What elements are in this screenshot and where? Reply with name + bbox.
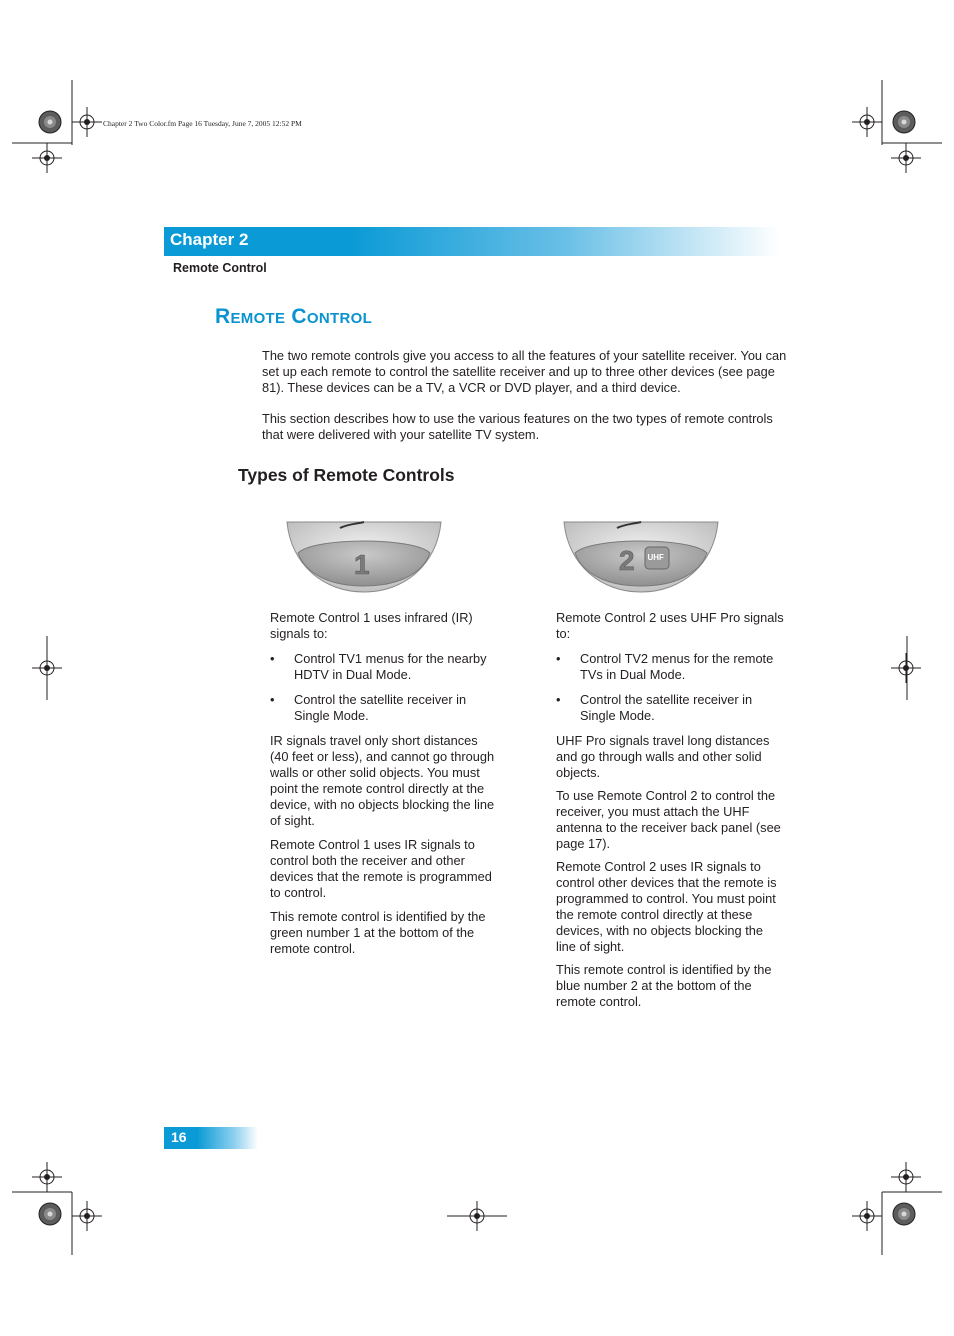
- registration-target-icon: [852, 107, 882, 137]
- remote-1-paragraph: IR signals travel only short distances (40 feet or less), and cannot go through walls or other solid objects. You must point the remote control directly at the device, with no objects blocking the line of sight.: [270, 733, 495, 828]
- remote-1-number: 1: [354, 549, 370, 580]
- remote-2-bullet-text: Control TV2 menus for the remote TVs in Dual Mode.: [580, 651, 774, 682]
- uhf-badge-label: UHF: [647, 553, 664, 562]
- remote-1-bullet-text: Control TV1 menus for the nearby HDTV in Dual Mode.: [294, 651, 487, 682]
- color-wheel-icon: [39, 1203, 61, 1225]
- remote-1-lead: Remote Control 1 uses infrared (IR) signals to:: [270, 610, 473, 641]
- page-title: Remote Control: [215, 305, 373, 328]
- bullet-glyph: •: [556, 651, 561, 666]
- registration-target-icon: [72, 107, 102, 137]
- print-job-info: Chapter 2 Two Color.fm Page 16 Tuesday, June 7, 2005 12:52 PM: [103, 119, 302, 128]
- intro-paragraph-2: This section describes how to use the various features on the two types of remote controls that were delivered with your satellite TV system.: [262, 411, 773, 442]
- registration-target-icon: [72, 1201, 102, 1231]
- chapter-label: Chapter 2: [170, 230, 249, 249]
- registration-target-icon: [32, 1162, 62, 1192]
- registration-target-icon: [32, 143, 62, 173]
- registration-target-icon: [891, 653, 921, 683]
- section-breadcrumb: Remote Control: [173, 261, 267, 275]
- bullet-glyph: •: [270, 651, 275, 666]
- registration-target-icon: [891, 1162, 921, 1192]
- registration-target-icon: [891, 143, 921, 173]
- color-wheel-icon: [893, 111, 915, 133]
- remote-2-paragraph: UHF Pro signals travel long distances and go through walls and other solid objects.: [556, 733, 770, 780]
- remote-2-bullet-text: Control the satellite receiver in Single Mode.: [580, 692, 753, 723]
- remote-2-paragraph: Remote Control 2 uses IR signals to control other devices that the remote is programmed to control. You must point the remote control directly at these devices, with no objects blocking the line of sight.: [556, 859, 777, 954]
- bullet-glyph: •: [556, 692, 561, 707]
- color-wheel-icon: [893, 1203, 915, 1225]
- registration-target-icon: [447, 1201, 507, 1231]
- section-subheading: Types of Remote Controls: [238, 465, 455, 485]
- remote-2-lead: Remote Control 2 uses UHF Pro signals to:: [556, 610, 784, 641]
- remote-2-paragraph: This remote control is identified by the blue number 2 at the bottom of the remote control.: [556, 962, 772, 1009]
- remote-1-paragraph: This remote control is identified by the green number 1 at the bottom of the remote control.: [270, 909, 486, 956]
- intro-paragraph-1: The two remote controls give you access to all the features of your satellite receiver. You can set up each remote to control the satellite receiver and up to three other devices (see page 81). These devices can be a TV, a VCR or DVD player, and a third device.: [262, 348, 787, 395]
- registration-target-icon: [32, 653, 62, 683]
- remote-1-paragraph: Remote Control 1 uses IR signals to control both the receiver and other devices that the remote is programmed to control.: [270, 837, 492, 900]
- remote-1-bullet-text: Control the satellite receiver in Single Mode.: [294, 692, 467, 723]
- remote-2-number: 2: [619, 545, 635, 576]
- color-wheel-icon: [39, 111, 61, 133]
- bullet-glyph: •: [270, 692, 275, 707]
- remote-2-paragraph: To use Remote Control 2 to control the receiver, you must attach the UHF antenna to the receiver back panel (see page 17).: [556, 788, 781, 851]
- registration-target-icon: [852, 1201, 882, 1231]
- page-number: 16: [171, 1129, 187, 1145]
